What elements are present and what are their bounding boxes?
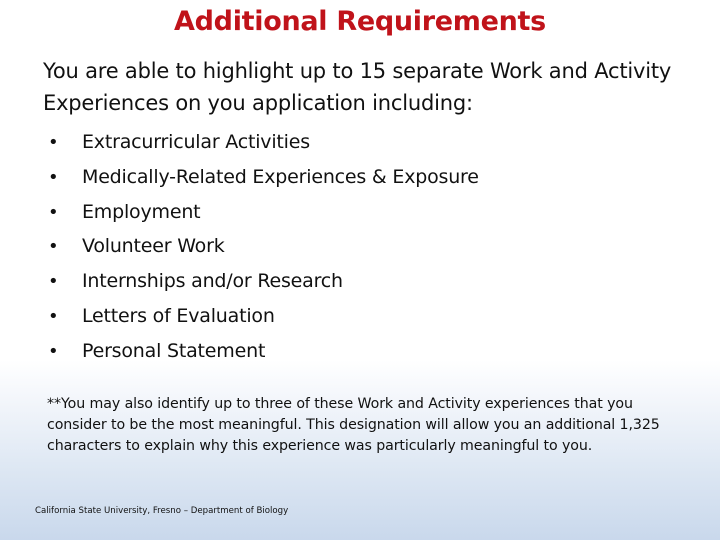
- bullet-item: [48, 264, 479, 299]
- bullet-item: [48, 160, 479, 195]
- bullet-item: [48, 229, 479, 264]
- intro-text: You are able to highlight up to 15 separate Work and Activity Experiences on you application including:: [43, 59, 672, 115]
- meaningful-experience-note: **You may also identify up to three of these Work and Activity experiences that you consider to be the most meaningful. This designation will allow you an additional 1,325 characters to explain why this experience was particularly meaningful to you.: [47, 396, 660, 454]
- bullet-item: [48, 334, 479, 369]
- bullet-text: Internships and/or Research: [82, 270, 343, 293]
- bullet-icon: •: [48, 271, 59, 293]
- bullet-item: [48, 125, 479, 160]
- bullet-icon: •: [48, 236, 59, 258]
- bullet-text: Extracurricular Activities: [82, 131, 310, 153]
- bullet-icon: •: [48, 132, 59, 153]
- bullet-list: [48, 125, 479, 369]
- bullet-text: Medically-Related Experiences & Exposure: [82, 165, 479, 188]
- bullet-text: Personal Statement: [82, 339, 266, 362]
- bullet-icon: •: [48, 201, 59, 223]
- slide-title: Additional Requirements: [174, 6, 546, 37]
- footer-text: California State University, Fresno – Department of Biology: [35, 506, 289, 516]
- bullet-icon: •: [48, 166, 59, 188]
- bullet-icon: •: [48, 340, 59, 362]
- bullet-icon: •: [48, 305, 59, 327]
- bullet-item: [48, 195, 479, 230]
- bullet-text: Volunteer Work: [82, 235, 225, 258]
- bullet-item: [48, 299, 479, 334]
- bullet-text: Employment: [82, 200, 201, 223]
- bullet-text: Letters of Evaluation: [82, 304, 275, 327]
